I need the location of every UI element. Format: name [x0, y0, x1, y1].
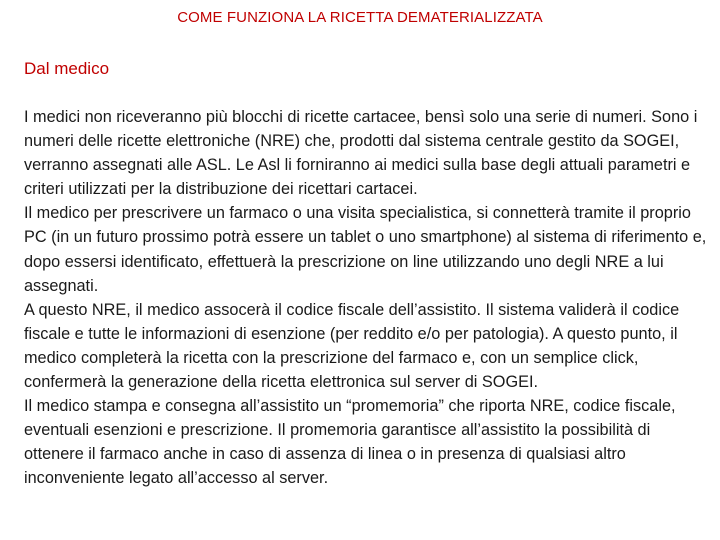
- body-text: [24, 105, 710, 491]
- document-title: COME FUNZIONA LA RICETTA DEMATERIALIZZATA: [177, 9, 543, 26]
- paragraph: I medici non riceveranno più blocchi di ricette cartacee, bensì solo una serie di numeri. Sono i numeri delle ricette elettroniche (NRE) che, prodotti dal sistema centrale gestito da SOGEI, verranno assegnati alle ASL. Le Asl li forniranno ai medici sulla base degli attuali parametri e criteri utilizzati per la distribuzione dei ricettari cartacei.: [24, 108, 698, 199]
- section-heading: Dal medico: [24, 59, 110, 78]
- paragraph: Il medico stampa e consegna all’assistito un “promemoria” che riporta NRE, codice fiscale, eventuali esenzioni e prescrizione. Il promemoria garantisce all’assistito la possibilità di ottenere il farmaco anche in caso di assenza di linea o in presenza di qualsiasi altro inconveniente legato all’accesso al server.: [24, 397, 676, 488]
- paragraph: A questo NRE, il medico assocerà il codice fiscale dell’assistito. Il sistema validerà il codice fiscale e tutte le informazioni di esenzione (per reddito e/o per patologia). A questo punto, il medico completerà la ricetta con la prescrizione del farmaco e, con un semplice click, confermerà la generazione della ricetta elettronica sul server di SOGEI.: [24, 300, 680, 392]
- paragraph: Il medico per prescrivere un farmaco o una visita specialistica, si connetterà tramite il proprio PC (in un futuro prossimo potrà essere un tablet o uno smartphone) al sistema di riferimento e, dopo essersi identificato, effettuerà la prescrizione on line utilizzando uno degli NRE a lui assegnati.: [24, 204, 707, 295]
